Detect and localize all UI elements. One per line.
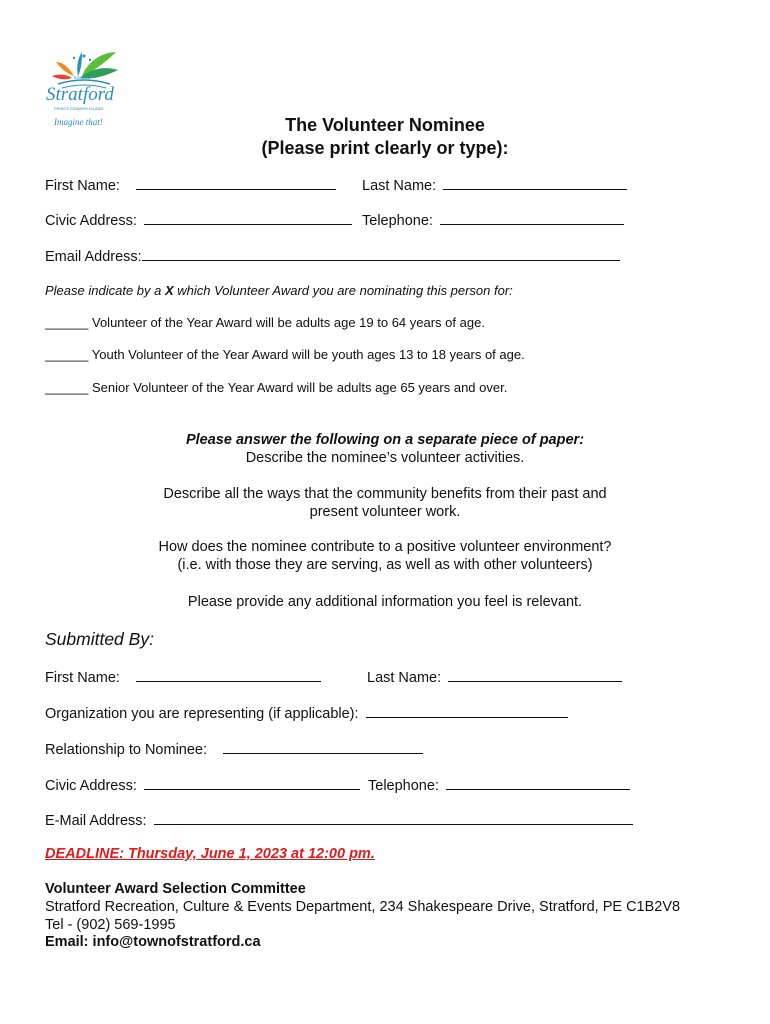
nominee-last-name-field[interactable] [443,175,627,190]
question-2-line-2: present volunteer work. [309,504,461,520]
submitter-first-name-label: First Name: [45,670,120,686]
submitter-email-field[interactable] [154,810,633,825]
award-option-youth [45,347,525,362]
question-3-line-2: (i.e. with those they are serving, as well as with other volunteers) [177,557,593,573]
nominee-telephone-row [362,210,624,229]
question-4: Please provide any additional information you feel is relevant. [187,594,583,610]
submitter-email-row [45,810,633,829]
submitter-organization-label: Organization you are representing (if applicable): [45,706,359,722]
nominee-telephone-field[interactable] [440,210,624,225]
submitter-first-name-row [45,667,321,686]
questions-heading: Please answer the following on a separate piece of paper: [185,432,585,448]
logo-tagline: Imagine that! [54,117,103,127]
submitter-relationship-label: Relationship to Nominee: [45,742,208,758]
nominee-civic-address-field[interactable] [144,210,352,225]
award-blank-field[interactable]: ______ [45,347,89,362]
award-option-volunteer [45,315,485,330]
nominee-last-name-row [362,175,627,194]
committee-address: Stratford Recreation, Culture & Events Department, 234 Shakespeare Drive, Stratford, PE C1B2V8 [45,899,681,915]
nominee-email-label: Email Address: [45,249,142,265]
submitter-last-name-row [367,667,622,686]
submitter-email-label: E-Mail Address: [45,813,147,829]
nominee-email-row [45,246,620,265]
logo-small-text: town of [74,76,90,81]
submitter-organization-row [45,703,568,722]
nominee-first-name-label: First Name: [45,178,120,194]
submitter-telephone-label: Telephone: [368,778,439,794]
submitter-first-name-field[interactable] [136,667,321,682]
submitter-last-name-label: Last Name: [367,670,442,686]
award-text: Senior Volunteer of the Year Award will be adults age 65 years and over. [88,380,508,395]
submitter-telephone-row [368,775,630,794]
page-title: The Volunteer Nominee [285,115,485,135]
page-subtitle: (Please print clearly or type): [261,138,509,158]
submitter-last-name-field[interactable] [448,667,622,682]
instruction-text-after: which Volunteer Award you are nominating this person for: [173,283,513,298]
deadline-notice: DEADLINE: Thursday, June 1, 2023 at 12:00 pm. [45,846,375,862]
submitter-civic-address-label: Civic Address: [45,778,137,794]
question-3-line-1: How does the nominee contribute to a positive volunteer environment? [158,539,612,555]
logo-wordmark: Stratford [46,84,114,105]
nominee-civic-address-label: Civic Address: [45,213,137,229]
committee-telephone: Tel - (902) 569-1995 [45,917,176,933]
question-2-line-1: Describe all the ways that the community benefits from their past and [163,486,607,502]
submitter-telephone-field[interactable] [446,775,630,790]
award-blank-field[interactable]: ______ [45,380,89,395]
nominee-first-name-row [45,175,336,194]
submitter-organization-field[interactable] [366,703,568,718]
logo-subtitle: PRINCE EDWARD ISLAND [54,106,104,111]
instruction-text-before: Please indicate by a [45,283,165,298]
award-instruction [45,283,513,298]
committee-name: Volunteer Award Selection Committee [45,881,306,897]
nominee-telephone-label: Telephone: [362,213,433,229]
submitter-relationship-row [45,739,423,758]
award-text: Volunteer of the Year Award will be adults age 19 to 64 years of age. [88,315,485,330]
submitter-civic-address-field[interactable] [144,775,360,790]
nominee-first-name-field[interactable] [136,175,336,190]
committee-email[interactable]: Email: info@townofstratford.ca [45,934,261,950]
nominee-email-field[interactable] [142,246,620,261]
submitted-by-heading: Submitted By: [45,629,154,649]
nominee-civic-address-row [45,210,352,229]
nominee-last-name-label: Last Name: [362,178,437,194]
submitter-civic-address-row [45,775,360,794]
submitter-relationship-field[interactable] [223,739,423,754]
question-1: Describe the nominee’s volunteer activities. [245,450,525,466]
instruction-x: X [164,283,174,298]
award-blank-field[interactable]: ______ [45,315,89,330]
award-option-senior [45,380,507,395]
award-text: Youth Volunteer of the Year Award will be youth ages 13 to 18 years of age. [88,347,525,362]
